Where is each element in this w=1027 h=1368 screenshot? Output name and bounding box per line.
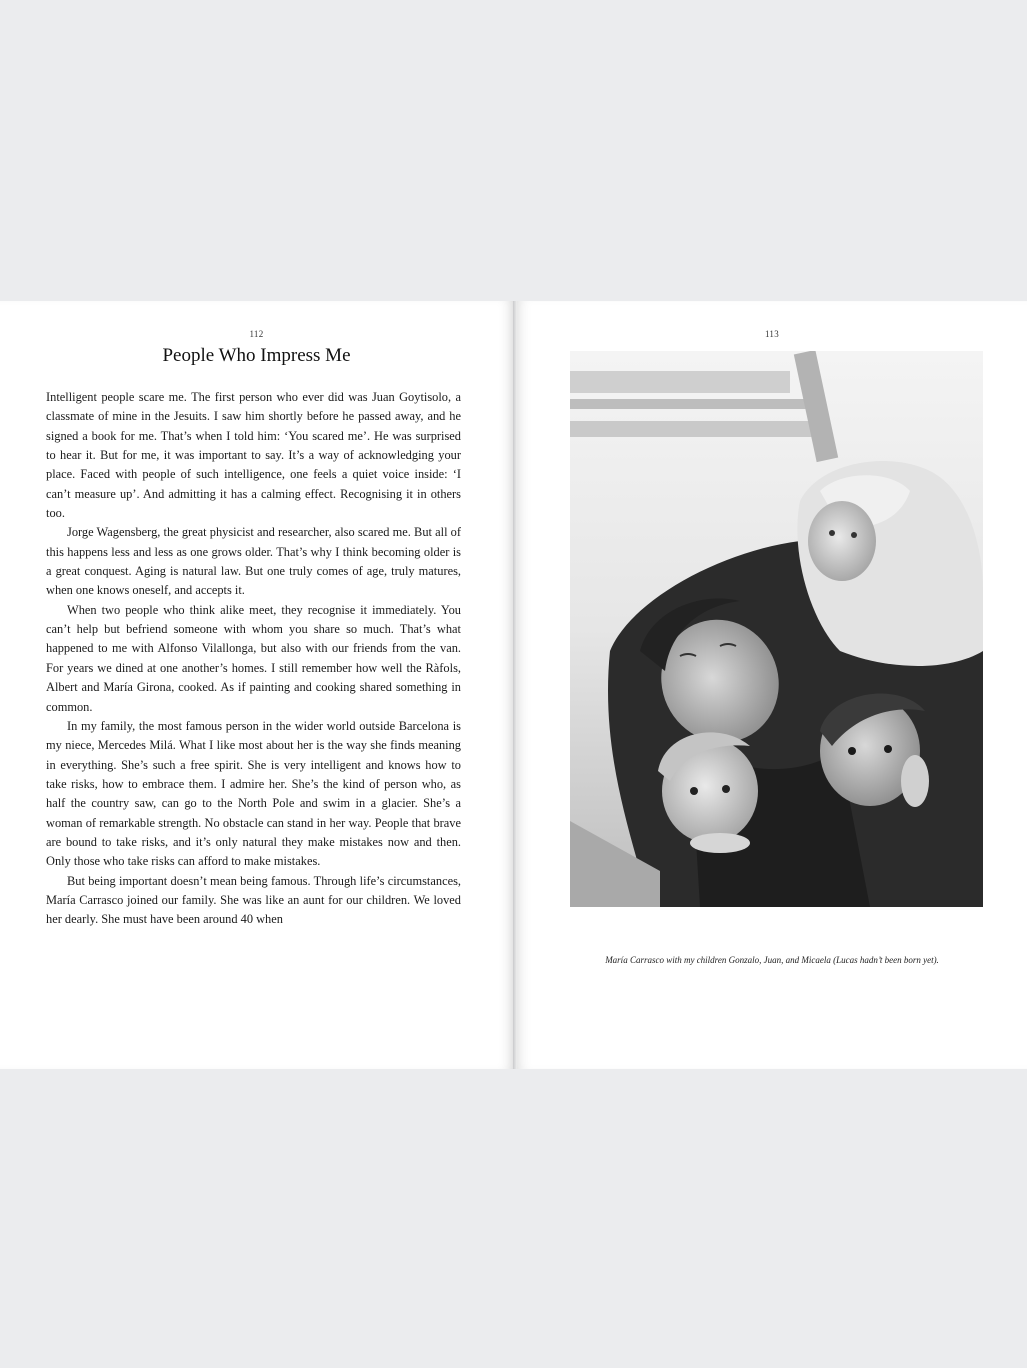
body-text [46, 388, 461, 930]
book-spread [0, 301, 1027, 1069]
chapter-title: People Who Impress Me [162, 345, 351, 366]
paragraph: Intelligent people scare me. The first person who ever did was Juan Goytisolo, a classmate of mine in the Jesuits. I saw him shortly before he passed away, and he signed a book for me. That’s when I told him: ‘You scared me’. He was surprised to hear it. But for me, it was important to say. It’s a way of acknowledging your place. Faced with people of such intelligence, one feels a quiet voice inside: ‘I can’t measure up’. And admitting it has a calming effect. Recognising it in others too. [46, 390, 461, 521]
page-number-left: 112 [249, 329, 264, 339]
family-photo [570, 351, 983, 907]
paragraph: Jorge Wagensberg, the great physicist and researcher, also scared me. But all of this happens less and less as one grows older. That’s why I think becoming older is a great conquest. Aging is natural law. But one truly comes of age, truly matures, when one knows oneself, and accepts it. [46, 525, 461, 598]
right-page [517, 301, 1027, 1069]
photo-caption: María Carrasco with my children Gonzalo, Juan, and Micaela (Lucas hadn’t been born yet). [605, 955, 939, 965]
family-photo-illustration [570, 351, 983, 907]
paragraph: When two people who think alike meet, they recognise it immediately. You can’t help but befriend someone with whom you share so much. That’s what happened to me with Alfonso Vilallonga, but also with our friends from the van. For years we dined at one another’s homes. I still remember how well the Ràfols, Albert and María Girona, cooked. As if painting and cooking shared something in common. [46, 602, 461, 714]
left-page [0, 301, 513, 1069]
paragraph: In my family, the most famous person in the wider world outside Barcelona is my niece, Mercedes Milá. What I like most about her is the way she finds meaning in everything. She’s such a free spirit. She is very intelligent and knows how to take risks, how to embrace them. I admire her. She’s the kind of person who, as half the country saw, can go to the North Pole and swim in a glacier. She’s a woman of remarkable strength. No obstacle can stand in her way. People that brave are bound to take risks, and it’s only natural they make mistakes now and then. Only those who take risks can afford to make mistakes. [46, 718, 461, 869]
page-number-right: 113 [764, 329, 780, 339]
paragraph: But being important doesn’t mean being famous. Through life’s circumstances, María Carrasco joined our family. She was like an aunt for our children. We loved her dearly. She must have been around 40 when [46, 873, 461, 927]
